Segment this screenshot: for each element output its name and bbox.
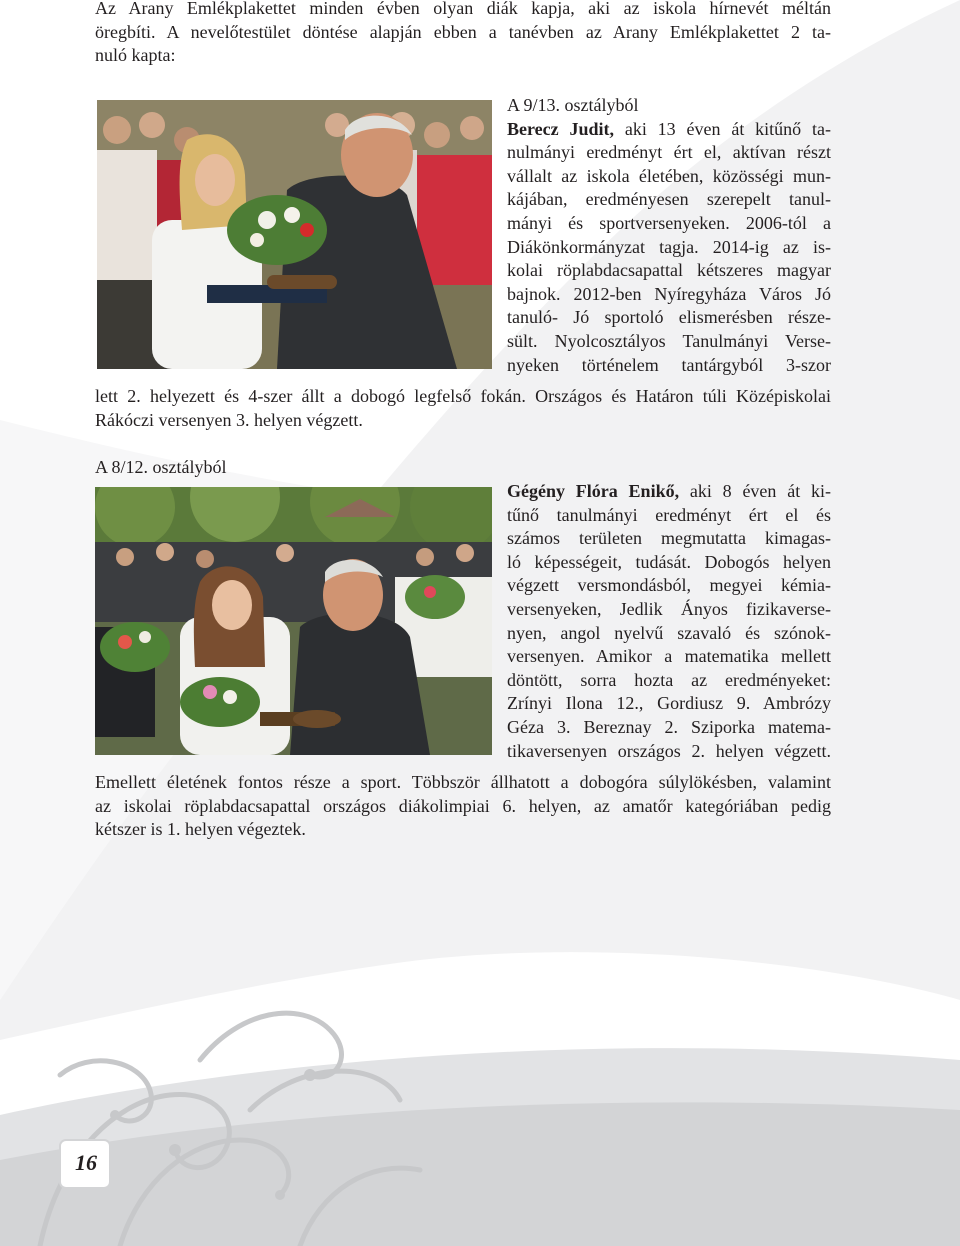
student2-full-line: az iskolai röplabdacsapattal országos diákolimpiai 6. helyen, az amatőr kategóriában pedig [95,795,831,816]
student2-text-line: Géza 3. Bereznay 2. Sziporka matema- [507,716,831,737]
student2-text-line: döntött, sorra hozta az eredményeket: [507,669,831,690]
student2-text-line: aki 8 éven át ki- [679,481,831,501]
student1-text-line: kolai röplabdacsapattal kétszeres magyar [507,260,831,281]
intro-paragraph [95,0,831,68]
intro-line: Az Arany Emlékplakettet minden évben olyan diák kapja, aki az iskola hírnevét méltán [95,0,831,18]
student1-full-width-text [95,385,831,432]
student1-text-line: nulmányi eredményt ért el, aktívan részt [507,142,831,163]
student2-text-line: versenyeken, Jedlik Ányos fizikaverse- [507,598,831,619]
student2-name: Gégény Flóra Enikő, [507,481,680,501]
student2-class-label: A 8/12. osztályból [95,457,227,477]
award-photo-1 [97,100,492,369]
student1-text-line: vállalt az iskola életében, közösségi mun- [507,165,831,186]
student2-text-line: számos területen megmutatta kimagas- [507,528,831,549]
student1-text-line: tanuló- Jó sportoló elismerésben része- [507,307,831,328]
student1-text-line: mányi és sportversenyeken. 2006-tól a [507,212,831,233]
student2-text-line: versenyen. Amikor a matematika mellett [507,646,831,667]
student1-text-column [507,94,831,377]
student2-full-line: Emellett életének fontos része a sport. Többször állhatott a dobogóra súlylökésben, valamint [95,772,831,792]
student2-text-line: tikaversenyen országos 2. helyen végzett. [507,740,831,761]
student1-text-line: bajnok. 2012-ben Nyíregyháza Város Jó [507,283,831,304]
student1-full-line: Rákóczi versenyen 3. helyen végzett. [95,409,363,430]
student1-first-line [507,118,831,142]
intro-line: öregbíti. A nevelőtestület döntése alapján ebben a tanévben az Arany Emlékplakettet 2 ta- [95,21,831,42]
student2-first-line [507,480,831,504]
student1-text-line: sült. Nyolcosztályos Tanulmányi Verse- [507,330,831,351]
student2-text-line: végzett versmondásból, megyei kémia- [507,575,831,596]
student1-class-label: A 9/13. osztályból [507,95,639,115]
award-photo-2 [95,487,492,755]
student2-text-line: ló képességeit, tudását. Dobogós helyen [507,551,831,572]
flower-bouquet [227,195,327,265]
student1-full-line: lett 2. helyezett és 4-szer állt a dobogó legfelső fokán. Országos és Határon túli Középiskolai [95,386,831,406]
book-plaque [260,710,341,728]
intro-line: nuló kapta: [95,45,176,66]
student1-name: Berecz Judit, [507,118,614,139]
page-number: 16 [75,1150,97,1175]
student2-text-line: tűnő tanulmányi eredményt ért el és [507,504,831,525]
student2-full-line: kétszer is 1. helyen végeztek. [95,819,306,840]
student2-text-line: Zrínyi Ilona 12., Gordiusz 9. Ambrózy [507,693,831,714]
student1-text-line: Diákönkormányzat tagja. 2014-ig az is- [507,236,831,257]
student1-text-line: nyeken történelem tantárgyból 3-szor [507,354,831,375]
student2-text-column [507,480,831,763]
student2-class-label-wrap [95,456,395,480]
student1-text-line: kájában, eredményesen szerepelt tanul- [507,189,831,210]
student2-text-line: nyen, angol nyelvű szavaló és szónok- [507,622,831,643]
student1-text-line: aki 13 éven át kitűnő ta- [614,118,831,139]
student2-full-width-text [95,771,831,842]
